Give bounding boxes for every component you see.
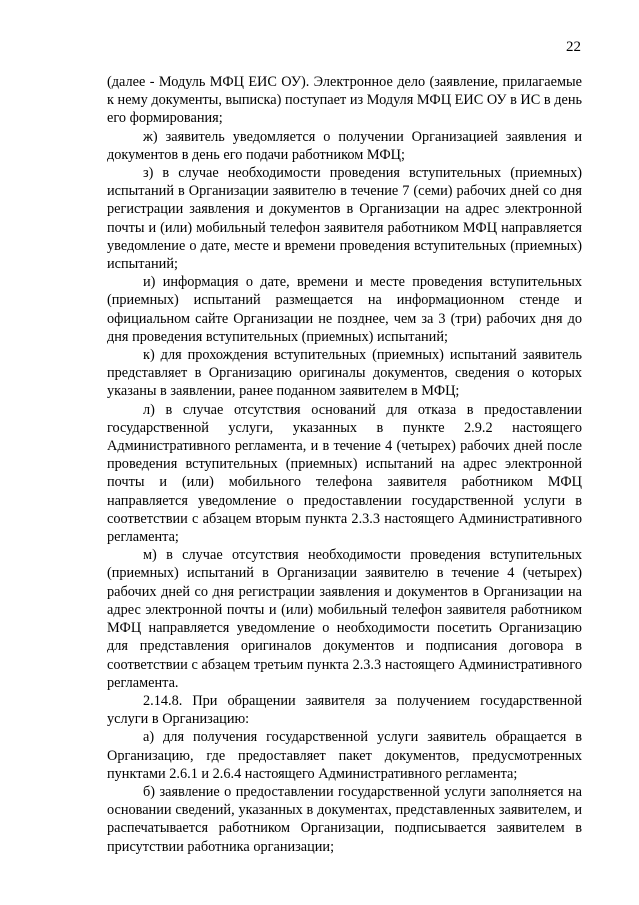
paragraph-item-l: л) в случае отсутствия оснований для отказа в предоставлении государственной услуги, указанных в пункте 2.9.2 настоящего Административного регламента, и в течение 4 (четырех) рабочих дней после проведения вступительных (приемных) испытаний на адрес электронной почты и (или) мобильного телефона заявителя работником МФЦ направляется уведомление о предоставлении государственной услуги в соответствии с абзацем вторым пункта 2.3.3 настоящего Административного регламента; <box>107 401 582 546</box>
section-2-14-8: 2.14.8. При обращении заявителя за получением государственной услуги в Организацию: <box>107 692 582 728</box>
paragraph-item-b: б) заявление о предоставлении государственной услуги заполняется на основании сведений, указанных в документах, представленных заявителем, и распечатывается работником Организации, подписывается заявителем в присутствии работника организации; <box>107 783 582 855</box>
paragraph-item-m: м) в случае отсутствия необходимости проведения вступительных (приемных) испытаний в Организации заявителю в течение 4 (четырех) рабочих дней со дня регистрации заявления и документов в Организации на адрес электронной почты и (или) мобильный телефон заявителя работником МФЦ направляется уведомление о необходимости посетить Организацию для представления оригиналов документов и подписания договора в соответствии с абзацем третьим пункта 2.3.3 настоящего Административного регламента. <box>107 547 582 691</box>
paragraph-item-a: а) для получения государственной услуги заявитель обращается в Организацию, где предоставляет пакет документов, предусмотренных пунктами 2.6.1 и 2.6.4 настоящего Административного регламента; <box>107 729 582 782</box>
document-body <box>107 73 582 856</box>
paragraph-item-zh: ж) заявитель уведомляется о получении Организацией заявления и документов в день его подачи работником МФЦ; <box>107 128 582 163</box>
paragraph-item-i: и) информация о дате, времени и месте проведения вступительных (приемных) испытаний размещается на информационном стенде и официальном сайте Организации не позднее, чем за 3 (три) рабочих дня до дня проведения вступительных (приемных) испытаний; <box>107 274 582 345</box>
paragraph-continuation: (далее - Модуль МФЦ ЕИС ОУ). Электронное дело (заявление, прилагаемые к нему документы, выписка) поступает из Модуля МФЦ ЕИС ОУ в ИС в день его формирования; <box>107 74 582 127</box>
page-number: 22 <box>566 39 581 55</box>
paragraph-item-k: к) для прохождения вступительных (приемных) испытаний заявитель представляет в Организацию оригиналы документов, сведения о которых указаны в заявлении, ранее поданном заявителем в МФЦ; <box>107 347 582 400</box>
paragraph-item-z: з) в случае необходимости проведения вступительных (приемных) испытаний в Организации заявителю в течение 7 (семи) рабочих дней со дня регистрации заявления и документов в Организации на адрес электронной почты и (или) мобильный телефон заявителя работником МФЦ направляется уведомление о дате, месте и времени проведения вступительных (приемных) испытаний; <box>107 165 582 273</box>
